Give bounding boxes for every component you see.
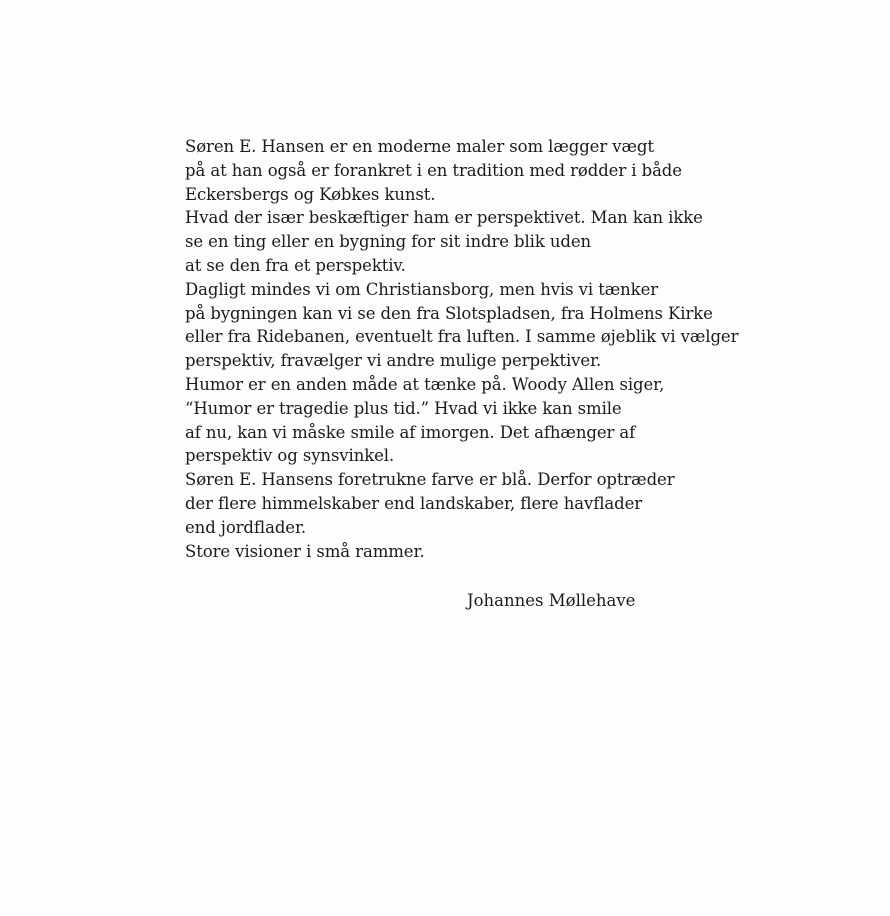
text-line: Store visioner i små rammer. (185, 541, 425, 561)
text-line: på at han også er forankret i en tradition med rødder i både (185, 160, 682, 180)
text-line: Søren E. Hansens foretrukne farve er blå. Derfor optræder (185, 470, 675, 490)
text-line: end jordflader. (185, 517, 307, 537)
text-line: perspektiv, fravælger vi andre mulige perpektiver. (185, 351, 602, 371)
text-line: Eckersbergs og Købkes kunst. (185, 184, 436, 204)
text-line: “Humor er tragedie plus tid.” Hvad vi ikke kan smile (185, 398, 622, 418)
text-line: Dagligt mindes vi om Christiansborg, men hvis vi tænker (185, 279, 659, 299)
text-line: Humor er en anden måde at tænke på. Woody Allen siger, (185, 374, 665, 394)
text-line: perspektiv og synsvinkel. (185, 446, 395, 466)
text-line: Søren E. Hansen er en moderne maler som lægger vægt (185, 137, 654, 156)
text-line: eller fra Ridebanen, eventuelt fra luften. I samme øjeblik vi vælger (185, 327, 739, 347)
author-signature: Johannes Møllehave (467, 591, 636, 610)
text-line: der flere himmelskaber end landskaber, flere havflader (185, 493, 643, 513)
text-line: af nu, kan vi måske smile af imorgen. Det afhænger af (185, 422, 636, 442)
text-line: Hvad der især beskæftiger ham er perspektivet. Man kan ikke (185, 208, 703, 228)
body-text (185, 135, 738, 563)
text-line: se en ting eller en bygning for sit indre blik uden (185, 232, 592, 252)
text-line: på bygningen kan vi se den fra Slotspladsen, fra Holmens Kirke (185, 303, 713, 323)
text-line: at se den fra et perspektiv. (185, 255, 406, 275)
